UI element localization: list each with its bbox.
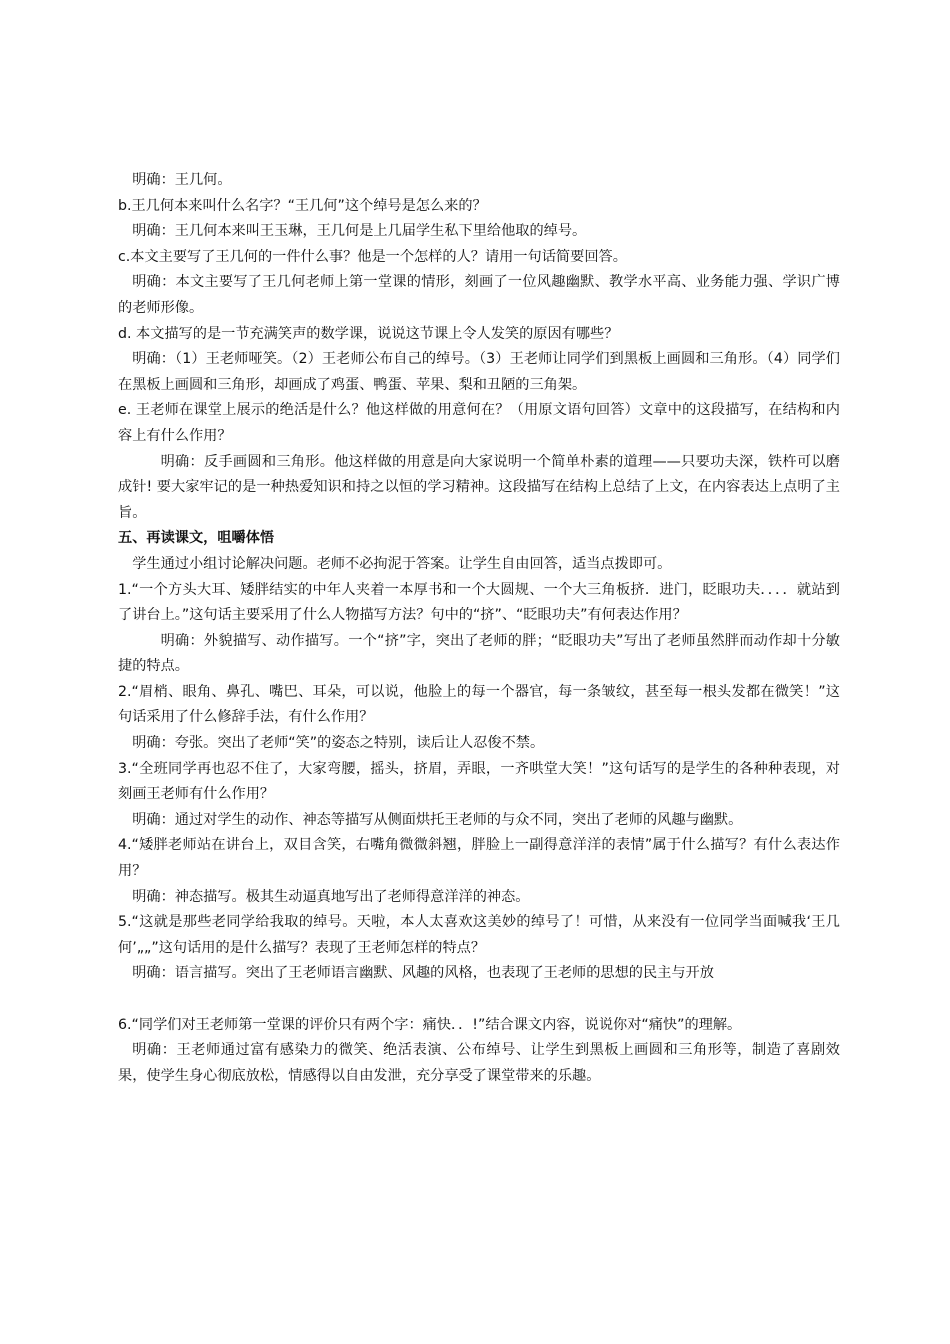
paragraph: 明确：语言描写。突出了王老师语言幽默、风趣的风格，也表现了王老师的思想的民主与开放 xyxy=(132,965,714,982)
paragraph: 明确：王老师通过富有感染力的微笑、绝活表演、公布绰号、让学生到黑板上画圆和三角形等，制造了喜剧效果，使学生身心彻底放松，情感得以自由发泄，充分享受了课堂带来的乐趣。 xyxy=(118,1042,840,1084)
paragraph: e. 王老师在课堂上展示的绝活是什么？他这样做的用意何在？（用原文语句回答）文章中的这段描写，在结构和内容上有什么作用？ xyxy=(118,402,840,444)
paragraph: 明确：夸张。突出了老师“笑”的姿态之特别，读后让人忍俊不禁。 xyxy=(132,735,545,752)
paragraph: d. 本文描写的是一节充满笑声的数学课，说说这节课上令人发笑的原因有哪些？ xyxy=(118,325,619,342)
paragraph: 明确：王几何本来叫王玉琳，王几何是上几届学生私下里给他取的绰号。 xyxy=(132,223,587,240)
document-body xyxy=(118,168,840,1089)
paragraph: 学生通过小组讨论解决问题。老师不必拘泥于答案。让学生自由回答，适当点拨即可。 xyxy=(132,555,672,572)
paragraph: 5.“这就是那些老同学给我取的绰号。天啦，本人太喜欢这美妙的绰号了！可惜，从来没有一位同学当面喊我‘王几何’„„”这句话用的是什么描写？表现了王老师怎样的特点？ xyxy=(118,914,840,956)
paragraph: 明确：外貌描写、动作描写。一个“挤”字，突出了老师的胖；“眨眼功夫”写出了老师虽然胖而动作却十分敏捷的特点。 xyxy=(118,632,840,675)
paragraph: 2.“眉梢、眼角、鼻孔、嘴巴、耳朵，可以说，他脸上的每一个器官，每一条皱纹，甚至每一根头发都在微笑！”这句话采用了什么修辞手法，有什么作用？ xyxy=(118,683,840,726)
paragraph: 明确：通过对学生的动作、神态等描写从侧面烘托王老师的与众不同，突出了老师的风趣与幽默。 xyxy=(132,811,743,828)
paragraph: 3.“全班同学再也忍不住了，大家弯腰，摇头，挤眉，弄眼，一齐哄堂大笑！”这句话写的是学生的各种种表现，对刻画王老师有什么作用？ xyxy=(118,760,840,803)
blank-line xyxy=(118,987,840,1013)
paragraph: 4.“矮胖老师站在讲台上，双目含笑，右嘴角微微斜翘，胖脸上一副得意洋洋的表情”属于什么描写？有什么表达作用？ xyxy=(118,837,840,880)
section-heading: 五、再读课文，咀嚼体悟 xyxy=(118,530,275,547)
paragraph: 明确：神态描写。极其生动逼真地写出了老师得意洋洋的神态。 xyxy=(132,888,530,905)
paragraph: 明确：本文主要写了王几何老师上第一堂课的情形，刻画了一位风趣幽默、教学水平高、业务能力强、学识广博的老师形像。 xyxy=(118,274,840,316)
paragraph: 明确：王几何。 xyxy=(132,172,232,188)
paragraph: b.王几何本来叫什么名字？“王几何”这个绰号是怎么来的？ xyxy=(118,197,487,214)
paragraph: 6.“同学们对王老师第一堂课的评价只有两个字：痛快．．!”结合课文内容，说说你对“痛快”的理解。 xyxy=(118,1016,742,1033)
paragraph: c.本文主要写了王几何的一件什么事？他是一个怎样的人？请用一句话简要回答。 xyxy=(118,248,627,265)
paragraph: 明确：（1）王老师哑笑。（2）王老师公布自己的绰号。（3）王老师让同学们到黑板上画圆和三角形。（4）同学们在黑板上画圆和三角形，却画成了鸡蛋、鸭蛋、苹果、梨和丑陋的三角架。 xyxy=(118,351,840,393)
paragraph: 明确：反手画圆和三角形。他这样做的用意是向大家说明一个简单朴素的道理——只要功夫深，铁杵可以磨成针! 要大家牢记的是一种热爱知识和持之以恒的学习精神。这段描写在结构上总结了上文，在内容表达上点明了主旨。 xyxy=(118,453,840,521)
paragraph: 1.“一个方头大耳、矮胖结实的中年人夹着一本厚书和一个大圆规、一个大三角板挤．进门，眨眼功夫．．．．就站到了讲台上。”这句话主要采用了什么人物描写方法？句中的“挤”、“眨眼功夫”有何表达作用？ xyxy=(118,581,840,624)
